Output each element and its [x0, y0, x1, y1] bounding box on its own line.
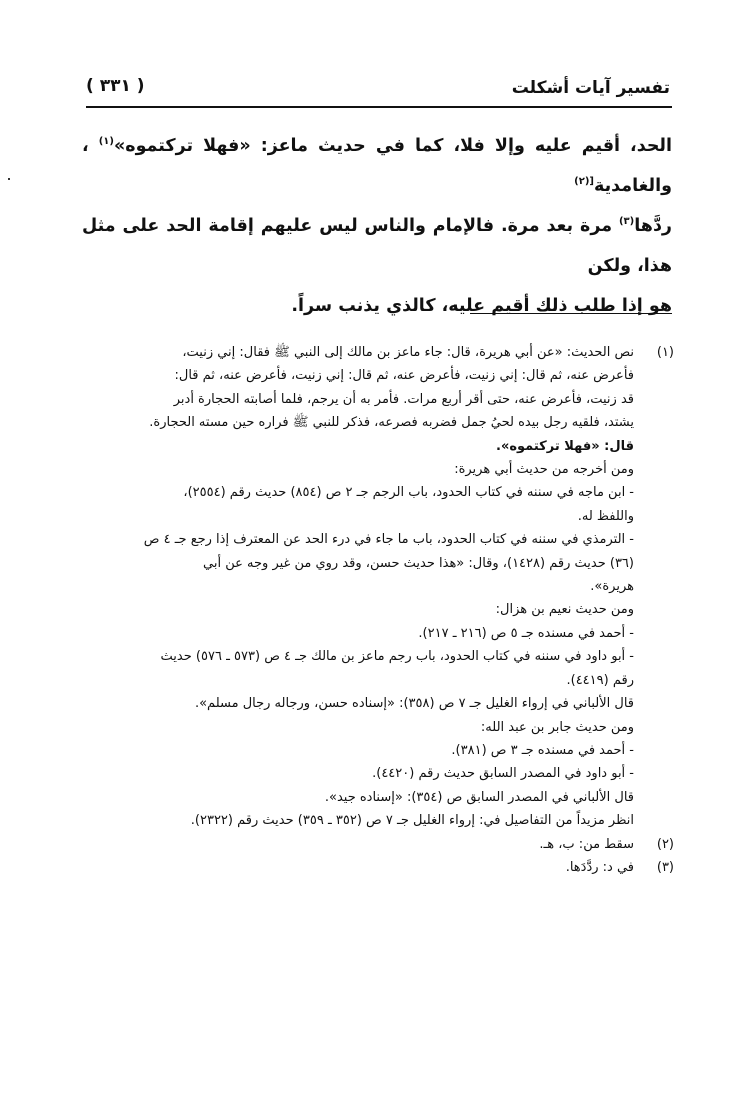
main-line-2-text-a: ردَّها — [634, 216, 672, 236]
footnote-line: ومن حديث جابر بن عبد الله: — [480, 719, 634, 735]
footnote-2 — [80, 833, 674, 856]
footnote-line: واللفظ له. — [577, 508, 634, 524]
main-line-2 — [82, 206, 672, 286]
footnote-line: سقط من: ب، هـ. — [539, 836, 634, 852]
footnote-line: - أحمد في مسنده جـ ٥ ص (٢١٦ ـ ٢١٧). — [418, 625, 634, 641]
footnote-line: قال: «فهلا تركتموه». — [496, 438, 634, 454]
main-line-1-text: الحد، أقيم عليه وإلا فلا، كما في حديث ماعز: «فهلا تركتموه» — [113, 136, 672, 156]
main-line-1-text-b: ، والغامدية — [82, 136, 672, 196]
footnote-ref-3: (٣) — [618, 216, 635, 228]
main-text — [82, 126, 672, 326]
footnote-ref-1: (١) — [98, 136, 114, 148]
footnotes — [80, 341, 674, 879]
footnote-number: (١) — [656, 345, 674, 360]
footnote-line: - ابن ماجه في سننه في كتاب الحدود، باب الرجم جـ ٢ ص (٨٥٤) حديث رقم (٢٥٥٤)، — [183, 485, 634, 501]
main-line-3: هو إذا طلب ذلك أقيم عليه، كالذي يذنب سراً. — [291, 296, 672, 316]
footnote-line: - الترمذي في سننه في كتاب الحدود، باب ما جاء في درء الحد عن المعترف إذا رجع جـ ٤ ص — [143, 532, 634, 548]
page-header — [86, 72, 670, 106]
footnote-line: قال الألباني في المصدر السابق ص (٣٥٤): «إسناده جيد». — [324, 789, 634, 805]
footnote-ref-2: [(٢) — [574, 176, 594, 188]
footnote-line: فأعرض عنه، ثم قال: إني زنيت، فأعرض عنه، ثم قال: إني زنيت، فأعرض عنه، ثم قال: — [174, 368, 634, 384]
footnote-separator — [470, 313, 672, 314]
footnote-line: نص الحديث: «عن أبي هريرة، قال: جاء ماعز بن مالك إلى النبي ﷺ فقال: إني زنيت، — [182, 345, 634, 360]
footnote-line: - أبو داود في سننه في كتاب الحدود، باب رجم ماعز بن مالك جـ ٤ ص (٥٧٣ ـ ٥٧٦) حديث — [160, 649, 634, 665]
footnote-line: قال الألباني في إرواء الغليل جـ ٧ ص (٣٥٨): «إسناده حسن، ورجاله رجال مسلم». — [194, 696, 634, 712]
page-number: ( ٣٣١ ) — [86, 76, 145, 96]
footnote-line: يشتد، فلقيه رجل بيده لحيُ جمل فضربه فصرعه، فذكر للنبي ﷺ فراره حين مسته الحجارة. — [149, 415, 634, 431]
footnote-number: (٢) — [656, 836, 674, 852]
footnote-line: انظر مزيداً من التفاصيل في: إرواء الغليل جـ ٧ ص (٣٥٢ ـ ٣٥٩) حديث رقم (٢٣٢٢). — [190, 813, 634, 829]
footnote-line: رقم (٤٤١٩). — [566, 672, 634, 688]
footnote-line: في د: ردَّدَها. — [565, 859, 634, 875]
main-line-1 — [82, 126, 672, 206]
main-line-2-text-b: مرة بعد مرة. فالإمام والناس ليس عليهم إقامة الحد على مثل هذا، ولكن — [82, 216, 672, 276]
footnote-line: ومن أخرجه من حديث أبي هريرة: — [454, 462, 634, 478]
header-rule — [86, 106, 672, 108]
footnote-line: قد زنيت، فأعرض عنه، حتى أقر أربع مرات. فأمر به أن يرجم، فلما أصابته الحجارة أدبر — [173, 391, 634, 407]
footnote-line: ومن حديث نعيم بن هزال: — [495, 602, 634, 618]
footnote-3 — [80, 856, 674, 879]
footnote-line: هريرة». — [590, 579, 634, 595]
footnote-line: (٣٦) حديث رقم (١٤٢٨)، وقال: «هذا حديث حسن، وقد روي من غير وجه عن أبي — [203, 555, 634, 571]
scan-speck — [8, 178, 10, 180]
footnote-1 — [80, 341, 674, 833]
running-title: تفسير آيات أشكلت — [511, 78, 670, 98]
footnote-number: (٣) — [656, 859, 674, 875]
footnote-line: - أحمد في مسنده جـ ٣ ص (٣٨١). — [451, 742, 634, 758]
footnote-line: - أبو داود في المصدر السابق حديث رقم (٤٤٢٠). — [372, 766, 634, 782]
